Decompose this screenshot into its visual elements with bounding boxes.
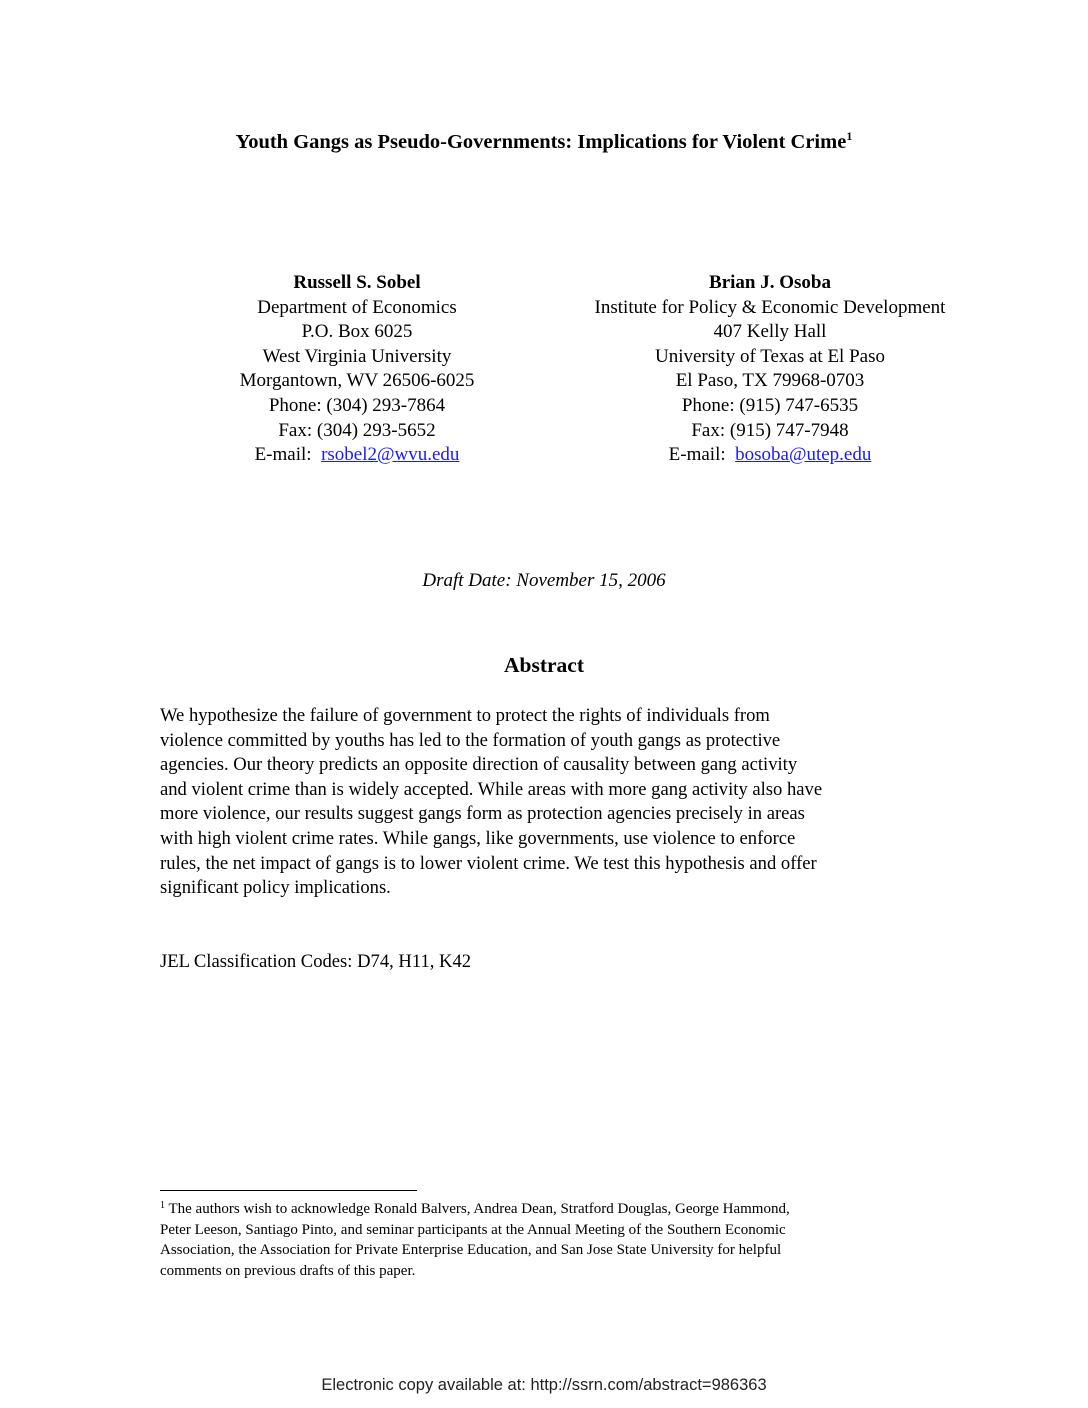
author-fax: Fax: (304) 293-5652: [278, 419, 436, 441]
author-block-osoba: [560, 271, 980, 468]
author-phone: Phone: (915) 747-6535: [681, 394, 859, 416]
author-email-line: [207, 443, 507, 468]
footnote: [160, 1199, 940, 1281]
author-department: Institute for Policy & Economic Development: [594, 296, 946, 318]
author-fax: Fax: (915) 747-7948: [691, 419, 849, 441]
author-name: Russell S. Sobel: [293, 272, 421, 293]
abstract-line: significant policy implications.: [160, 877, 391, 899]
author-block-sobel: [207, 271, 507, 468]
abstract-line: rules, the net impact of gangs is to lower violent crime. We test this hypothesis and offer: [160, 852, 817, 874]
author-address: 407 Kelly Hall: [713, 321, 827, 343]
abstract-line: and violent crime than is widely accepted. While areas with more gang activity also have: [160, 778, 823, 800]
abstract-line: We hypothesize the failure of government to protect the rights of individuals from: [160, 705, 770, 726]
author-university: West Virginia University: [262, 345, 452, 367]
author-city: El Paso, TX 79968-0703: [675, 370, 865, 392]
jel-codes: JEL Classification Codes: D74, H11, K42: [160, 951, 472, 972]
abstract-line: violence committed by youths has led to the formation of youth gangs as protective: [160, 729, 781, 751]
paper-title: [0, 129, 1088, 155]
author-city: Morgantown, WV 26506-6025: [239, 370, 475, 392]
author-phone: Phone: (304) 293-7864: [268, 394, 446, 416]
abstract-heading: Abstract: [503, 653, 584, 677]
paper-title-text: Youth Gangs as Pseudo-Governments: Implications for Violent Crime: [235, 131, 847, 153]
author-email-line: [560, 443, 980, 468]
abstract-body: [160, 704, 940, 901]
author-name: Brian J. Osoba: [709, 272, 831, 293]
footnote-line: [160, 1199, 940, 1220]
author-department: Department of Economics: [257, 296, 457, 318]
footnote-text: The authors wish to acknowledge Ronald Balvers, Andrea Dean, Stratford Douglas, George Hammond,: [165, 1201, 790, 1217]
abstract-line: agencies. Our theory predicts an opposite direction of causality between gang activity: [160, 754, 798, 776]
footnote-line: Peter Leeson, Santiago Pinto, and seminar participants at the Annual Meeting of the Southern Economic: [160, 1221, 786, 1238]
author-po-box: P.O. Box 6025: [301, 321, 413, 343]
draft-date: Draft Date: November 15, 2006: [422, 570, 666, 591]
email-link[interactable]: rsobel2@wvu.edu: [321, 444, 460, 466]
footnote-line: Association, the Association for Private Enterprise Education, and San Jose State University for helpful: [160, 1242, 782, 1258]
abstract-line: with high violent crime rates. While gangs, like governments, use violence to enforce: [160, 827, 796, 849]
footnote-divider: [160, 1190, 417, 1191]
email-label: E-mail:: [668, 444, 726, 466]
ssrn-notice: Electronic copy available at: http://ssrn.com/abstract=986363: [321, 1376, 767, 1394]
abstract-line: more violence, our results suggest gangs form as protection agencies precisely in areas: [160, 803, 805, 825]
author-university: University of Texas at El Paso: [655, 345, 885, 367]
email-link[interactable]: bosoba@utep.edu: [735, 444, 872, 466]
email-label: E-mail:: [254, 444, 312, 466]
title-footnote-mark[interactable]: 1: [846, 129, 853, 143]
footnote-mark: 1: [160, 1200, 165, 1211]
footnote-line: comments on previous drafts of this paper.: [160, 1262, 416, 1279]
